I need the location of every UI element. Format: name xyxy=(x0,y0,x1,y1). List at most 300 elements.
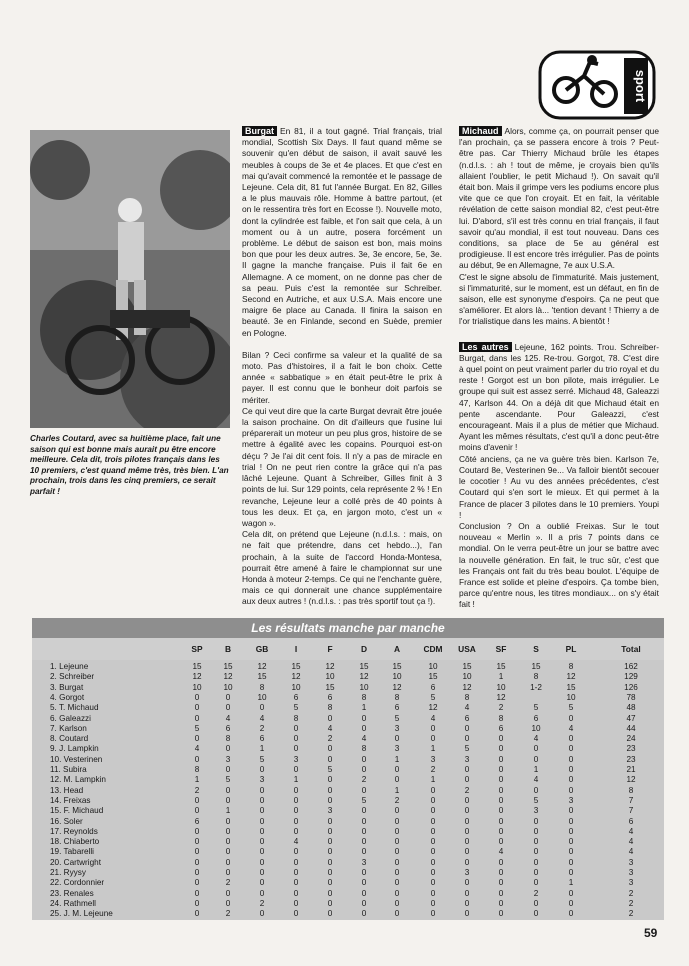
table-cell: 10 xyxy=(291,682,301,692)
table-cell: 4 xyxy=(498,847,504,857)
table-cell: 0 xyxy=(293,785,299,795)
table-row xyxy=(32,744,664,754)
table-cell: 0 xyxy=(361,754,367,764)
table-cell: 0 xyxy=(498,806,504,816)
table-cell: 0 xyxy=(327,785,333,795)
table-cell: 0 xyxy=(568,847,574,857)
table-cell: 0 xyxy=(464,734,470,744)
rider-name: 1. Lejeune xyxy=(50,662,89,671)
table-cell: 0 xyxy=(293,816,299,826)
table-cell: 3 xyxy=(394,723,400,733)
table-cell: 1-2 xyxy=(530,682,542,692)
table-cell: 0 xyxy=(194,703,200,713)
table-cell: 10 xyxy=(257,692,267,702)
table-cell: 0 xyxy=(568,868,574,877)
table-cell: 0 xyxy=(430,795,436,805)
table-cell: 0 xyxy=(293,723,299,733)
table-row xyxy=(32,868,664,878)
table-cell: 0 xyxy=(225,847,231,857)
rider-name: 3. Burgat xyxy=(50,682,84,692)
table-cell: 8 xyxy=(225,734,231,744)
table-cell: 0 xyxy=(225,744,231,754)
table-cell: 3 xyxy=(464,754,470,764)
table-cell: 2 xyxy=(628,909,634,919)
table-cell: 15 xyxy=(566,682,576,692)
table-row xyxy=(32,662,664,672)
table-cell: 10 xyxy=(566,692,576,702)
logo-text: sport xyxy=(633,69,648,103)
table-cell: 0 xyxy=(293,826,299,836)
table-cell: 0 xyxy=(430,847,436,857)
table-cell: 0 xyxy=(327,837,333,847)
table-cell: 0 xyxy=(293,806,299,816)
table-cell: 15 xyxy=(291,662,301,671)
table-cell: 12 xyxy=(359,672,369,682)
table-cell: 0 xyxy=(361,898,367,908)
burgat-paragraph-3: Ce qui veut dire que la carte Burgat devrait être jouée la saison prochaine. On dit d'ailleurs que l'usine lui préparerait un moteur un peu plus gros, histoire de se mettre à égalité avec les copains. Pourquoi est-on déçu ? Je l'ai dit cent fois. Il n'y a pas de miracle en trial ! On ne peut rien contre la grâce qui n'a pas lâché Lejeune. Quant à Schreiber, Gilles finit à 3 points de lui. Sur 129 points, cela représente 2 % ! En revanche, Lejeune leur a collé près de 40 points à tous les deux. Et ça, en jargon moto, c'est un « wagon ». xyxy=(242,405,442,528)
table-cell: 0 xyxy=(327,898,333,908)
table-cell: 4 xyxy=(628,826,634,836)
table-cell: 0 xyxy=(259,806,265,816)
table-row xyxy=(32,827,664,837)
table-cell: 0 xyxy=(327,826,333,836)
rider-name: 5. T. Michaud xyxy=(50,703,99,713)
table-cell: 0 xyxy=(394,734,400,744)
table-row xyxy=(32,703,664,713)
table-cell: 5 xyxy=(225,775,231,785)
table-cell: 47 xyxy=(626,713,636,723)
table-cell: 10 xyxy=(359,682,369,692)
table-cell: 0 xyxy=(568,888,574,898)
table-cell: 0 xyxy=(259,826,265,836)
table-cell: 1 xyxy=(498,672,504,682)
table-cell: 0 xyxy=(327,775,333,785)
table-cell: 0 xyxy=(259,816,265,826)
table-cell: 2 xyxy=(464,785,470,795)
rider-name: 18. Chiaberto xyxy=(50,837,100,847)
column-header: I xyxy=(294,644,298,654)
column-header: USA xyxy=(458,644,476,654)
table-cell: 3 xyxy=(628,868,634,877)
table-cell: 0 xyxy=(194,734,200,744)
table-cell: 3 xyxy=(225,754,231,764)
table-cell: 0 xyxy=(194,847,200,857)
table-cell: 3 xyxy=(628,878,634,888)
table-cell: 10 xyxy=(428,662,438,671)
table-cell: 1 xyxy=(533,765,539,774)
table-cell: 6 xyxy=(293,692,299,702)
table-cell: 0 xyxy=(394,847,400,857)
burgat-intro: En 81, il a tout gagné. Trial français, trial mondial, Scottish Six Days. Il faut quand même se souvenir qu'en début de saison, il avait sauvé les meubles à coups de 3e et 4e places. Et que c'est en mai qu'avait commencé la remontée et le passage de Lejeune. Cela dit, 81 fut l'année Burgat. En 82, Gilles a le plus mauvais rôle. Homme à battre partout, (et on le ressentira très fort en Ecosse !). Nouvelle moto, dont la cylindrée est faible, et l'on sait que cela, à un moment ou à un autre, posera forcément un problème. Le début de saison est bon, mais moins bon que pour les deux autres. 3e, 3e encore, 5e, 3e. Il gagne la manche française. Puis il fait 6e en Allemagne. A ce moment, on ne donne pas cher de sa peau. Puis c'est la remontée sur Schreiber. Second en Autriche, et aux U.S.A. Mais encore une maigre 6e place au Canada. Il finira la saison en beauté. 3e en Finlande, second en Suède, premier en Pologne. xyxy=(242,126,442,338)
photo-caption: Charles Coutard, avec sa huitième place, fait une saison qui est bonne mais aurait pu être encore meilleure. Cela dit, trois pilotes français dans les 10 premiers, c'est quand même très, très bien. L'an prochain, trois dans les cinq premiers, ce serait parfait ! xyxy=(30,434,229,496)
table-cell: 2 xyxy=(259,898,265,908)
table-cell: 4 xyxy=(293,837,299,847)
table-cell: 0 xyxy=(194,806,200,816)
table-cell: 4 xyxy=(259,713,265,723)
table-cell: 3 xyxy=(628,857,634,867)
les-autres-tag: Les autres xyxy=(459,342,512,352)
rider-name: 23. Renales xyxy=(50,888,94,898)
table-cell: 0 xyxy=(194,713,200,723)
table-cell: 0 xyxy=(259,795,265,805)
table-cell: 0 xyxy=(361,868,367,877)
table-cell: 1 xyxy=(293,775,299,785)
table-cell: 4 xyxy=(628,837,634,847)
table-cell: 8 xyxy=(533,672,539,682)
table-cell: 0 xyxy=(225,837,231,847)
table-cell: 0 xyxy=(361,806,367,816)
table-cell: 0 xyxy=(225,857,231,867)
rider-name: 22. Cordonnier xyxy=(50,878,105,888)
table-cell: 0 xyxy=(225,868,231,877)
table-cell: 12 xyxy=(325,662,335,671)
table-cell: 0 xyxy=(293,878,299,888)
results-title-bar xyxy=(32,618,664,638)
table-cell: 5 xyxy=(464,744,470,754)
table-cell: 4 xyxy=(533,734,539,744)
table-cell: 0 xyxy=(327,847,333,857)
table-cell: 0 xyxy=(394,806,400,816)
table-cell: 5 xyxy=(394,713,400,723)
table-cell: 12 xyxy=(428,703,438,713)
table-cell: 0 xyxy=(361,826,367,836)
rider-name: 17. Reynolds xyxy=(50,826,98,836)
table-cell: 0 xyxy=(259,847,265,857)
burgat-column xyxy=(242,126,442,608)
table-cell: 0 xyxy=(327,888,333,898)
table-cell: 15 xyxy=(462,662,472,671)
rider-name: 2. Schreiber xyxy=(50,672,95,682)
column-header: CDM xyxy=(423,644,443,654)
table-cell: 15 xyxy=(359,662,369,671)
table-cell: 0 xyxy=(361,785,367,795)
table-cell: 3 xyxy=(430,754,436,764)
table-cell: 10 xyxy=(392,672,402,682)
table-cell: 0 xyxy=(533,837,539,847)
table-cell: 0 xyxy=(533,898,539,908)
table-cell: 0 xyxy=(430,826,436,836)
table-cell: 0 xyxy=(259,857,265,867)
table-cell: 2 xyxy=(628,888,634,898)
table-cell: 0 xyxy=(568,857,574,867)
table-cell: 2 xyxy=(628,898,634,908)
table-cell: 0 xyxy=(361,878,367,888)
table-cell: 0 xyxy=(568,754,574,764)
sport-logo xyxy=(538,50,656,120)
table-row xyxy=(32,714,664,724)
les-autres-paragraph-3: Conclusion ? On a oublié Freixas. Sur le tout nouveau « Merlin ». Il a pris 7 points dans ce mondial. On le verra peut-être un jour se battre avec la nouvelle génération. En fait, le truc sûr, c'est que les Français ont fait du très beau boulot. L'équipe de France est solide et pleine d'espoirs. Ça tombe bien, parce qu'entre nous, les titres mondiaux... on s'y était fait ! xyxy=(459,520,659,610)
burgat-tag: Burgat xyxy=(242,126,277,136)
table-cell: 8 xyxy=(293,713,299,723)
table-cell: 15 xyxy=(496,662,506,671)
table-cell: 0 xyxy=(327,909,333,919)
table-cell: 10 xyxy=(462,672,472,682)
table-cell: 12 xyxy=(462,682,472,692)
table-cell: 1 xyxy=(259,744,265,754)
table-cell: 0 xyxy=(533,909,539,919)
table-cell: 0 xyxy=(394,878,400,888)
table-cell: 3 xyxy=(533,806,539,816)
table-cell: 0 xyxy=(430,816,436,826)
table-cell: 0 xyxy=(394,888,400,898)
table-cell: 4 xyxy=(327,723,333,733)
column-header: A xyxy=(393,644,401,654)
table-cell: 0 xyxy=(225,898,231,908)
table-cell: 0 xyxy=(225,888,231,898)
rider-name: 11. Subira xyxy=(50,765,87,774)
table-cell: 4 xyxy=(430,713,436,723)
table-cell: 23 xyxy=(626,754,636,764)
table-cell: 0 xyxy=(361,847,367,857)
table-cell: 6 xyxy=(225,723,231,733)
table-cell: 0 xyxy=(430,909,436,919)
table-cell: 0 xyxy=(293,795,299,805)
table-cell: 5 xyxy=(293,703,299,713)
table-cell: 0 xyxy=(430,898,436,908)
table-cell: 6 xyxy=(327,692,333,702)
table-cell: 5 xyxy=(194,723,200,733)
table-cell: 0 xyxy=(464,765,470,774)
table-cell: 2 xyxy=(225,909,231,919)
table-cell: 0 xyxy=(533,785,539,795)
table-cell: 0 xyxy=(464,888,470,898)
table-cell: 0 xyxy=(430,888,436,898)
table-cell: 1 xyxy=(430,775,436,785)
table-cell: 5 xyxy=(259,754,265,764)
rider-name: 15. F. Michaud xyxy=(50,806,104,816)
table-cell: 12 xyxy=(566,672,576,682)
table-cell: 0 xyxy=(394,868,400,877)
table-cell: 10 xyxy=(496,682,506,692)
les-autres-paragraph-1: Lejeune, 162 points. Trou. Schreiber-Burgat, dans les 125. Re-trou. Gorgot, 78. C'est dire à quel point on peut vraiment parler du trio royal et du reste ! Gorgot est un bon pilote, mais irrégulier. Le groupe qui suit est assez serré. Michaud 48, Galeazzi 47, Karlson 44. On a déjà dit que Michaud était en pente ascendante. Pour Galeazzi, c'est encourageant. Mais il a plus de métier que Michaud. Ayant les mêmes résultats, c'est qu'il a donc peut-être moins d'avenir ! xyxy=(459,341,659,453)
table-cell: 129 xyxy=(624,672,638,682)
table-cell: 0 xyxy=(394,857,400,867)
table-cell: 0 xyxy=(568,806,574,816)
table-cell: 0 xyxy=(498,744,504,754)
table-cell: 1 xyxy=(394,754,400,764)
table-cell: 0 xyxy=(568,816,574,826)
table-cell: 0 xyxy=(293,888,299,898)
table-cell: 0 xyxy=(293,909,299,919)
table-cell: 2 xyxy=(394,795,400,805)
table-cell: 0 xyxy=(293,734,299,744)
table-cell: 0 xyxy=(194,909,200,919)
burgat-bilan: Bilan ? Ceci confirme sa valeur et la qualité de sa moto. Pas d'histoires, il a fait le bon choix. Cette année « sabbatique » en était peut-être le prix à payer. Il est connu que le bonheur doit parfois se mériter. xyxy=(242,349,442,405)
table-cell: 0 xyxy=(464,826,470,836)
table-cell: 0 xyxy=(498,898,504,908)
table-row xyxy=(32,837,664,847)
table-cell: 6 xyxy=(464,713,470,723)
table-cell: 15 xyxy=(257,672,267,682)
table-cell: 6 xyxy=(394,703,400,713)
table-cell: 1 xyxy=(568,878,574,888)
table-cell: 0 xyxy=(225,816,231,826)
column-header: S xyxy=(533,644,539,654)
rider-name: 13. Head xyxy=(50,785,84,795)
table-cell: 3 xyxy=(259,775,265,785)
table-cell: 0 xyxy=(430,878,436,888)
table-cell: 4 xyxy=(568,723,574,733)
table-cell: 4 xyxy=(225,713,231,723)
table-cell: 0 xyxy=(568,775,574,785)
column-header: B xyxy=(224,644,232,654)
table-cell: 2 xyxy=(327,734,333,744)
results-table xyxy=(32,618,664,920)
table-cell: 0 xyxy=(194,868,200,877)
column-header: F xyxy=(327,644,333,654)
table-cell: 0 xyxy=(533,754,539,764)
table-cell: 15 xyxy=(531,662,541,671)
table-cell: 0 xyxy=(225,765,231,774)
table-cell: 1 xyxy=(394,785,400,795)
table-cell: 5 xyxy=(361,795,367,805)
table-cell: 12 xyxy=(626,775,636,785)
table-cell: 0 xyxy=(293,857,299,867)
table-cell: 0 xyxy=(361,713,367,723)
table-row xyxy=(32,734,664,744)
table-cell: 0 xyxy=(194,898,200,908)
table-row xyxy=(32,755,664,765)
table-cell: 0 xyxy=(394,909,400,919)
table-cell: 15 xyxy=(192,662,202,671)
table-cell: 0 xyxy=(259,909,265,919)
table-cell: 0 xyxy=(498,734,504,744)
table-cell: 0 xyxy=(327,868,333,877)
table-cell: 0 xyxy=(464,723,470,733)
table-cell: 15 xyxy=(325,682,335,692)
table-cell: 0 xyxy=(568,713,574,723)
table-row xyxy=(32,899,664,909)
table-cell: 0 xyxy=(533,868,539,877)
table-cell: 24 xyxy=(626,734,636,744)
table-cell: 0 xyxy=(225,785,231,795)
table-cell: 0 xyxy=(361,909,367,919)
table-cell: 0 xyxy=(225,826,231,836)
table-cell: 8 xyxy=(628,785,634,795)
table-cell: 6 xyxy=(430,682,436,692)
table-cell: 0 xyxy=(361,816,367,826)
rider-name: 9. J. Lampkin xyxy=(50,744,99,754)
table-cell: 0 xyxy=(498,909,504,919)
table-cell: 0 xyxy=(430,837,436,847)
table-cell: 0 xyxy=(259,785,265,795)
rider-name: 4. Gorgot xyxy=(50,692,85,702)
table-cell: 0 xyxy=(259,765,265,774)
table-cell: 0 xyxy=(293,898,299,908)
table-cell: 0 xyxy=(464,816,470,826)
table-cell: 0 xyxy=(327,795,333,805)
table-cell: 126 xyxy=(624,682,638,692)
table-cell: 0 xyxy=(327,857,333,867)
table-cell: 0 xyxy=(259,703,265,713)
rider-name: 19. Tabarelli xyxy=(50,847,94,857)
table-cell: 0 xyxy=(568,765,574,774)
rider-name: 12. M. Lampkin xyxy=(50,775,106,785)
table-cell: 6 xyxy=(628,816,634,826)
table-cell: 0 xyxy=(194,857,200,867)
column-header: PL xyxy=(565,644,577,654)
table-cell: 0 xyxy=(194,837,200,847)
rider-name: 6. Galeazzi xyxy=(50,713,91,723)
table-cell: 8 xyxy=(568,662,574,671)
michaud-column xyxy=(459,126,659,611)
table-cell: 12 xyxy=(392,682,402,692)
table-cell: 0 xyxy=(568,826,574,836)
table-cell: 0 xyxy=(568,898,574,908)
table-cell: 0 xyxy=(430,806,436,816)
table-cell: 0 xyxy=(498,878,504,888)
table-cell: 0 xyxy=(430,734,436,744)
table-cell: 0 xyxy=(293,868,299,877)
table-cell: 1 xyxy=(361,703,367,713)
table-cell: 15 xyxy=(223,662,233,671)
table-cell: 4 xyxy=(464,703,470,713)
table-cell: 12 xyxy=(291,672,301,682)
table-cell: 10 xyxy=(531,723,541,733)
michaud-tag: Michaud xyxy=(459,126,502,136)
table-cell: 0 xyxy=(464,857,470,867)
table-cell: 0 xyxy=(259,837,265,847)
table-cell: 0 xyxy=(259,888,265,898)
rider-name: 10. Vesterinen xyxy=(50,754,103,764)
table-cell: 7 xyxy=(628,795,634,805)
rider-name: 25. J. M. Lejeune xyxy=(50,909,113,919)
table-cell: 6 xyxy=(259,734,265,744)
table-cell: 1 xyxy=(194,775,200,785)
table-cell: 12 xyxy=(496,692,506,702)
table-cell: 8 xyxy=(361,744,367,754)
table-row xyxy=(32,724,664,734)
table-cell: 0 xyxy=(498,795,504,805)
table-cell: 1 xyxy=(430,744,436,754)
rider-name: 21. Ryysy xyxy=(50,868,86,877)
table-cell: 0 xyxy=(464,775,470,785)
table-cell: 3 xyxy=(464,868,470,877)
table-cell: 2 xyxy=(498,703,504,713)
rider-name: 8. Coutard xyxy=(50,734,89,744)
table-row xyxy=(32,878,664,888)
table-cell: 0 xyxy=(293,765,299,774)
table-row xyxy=(32,817,664,827)
table-cell: 0 xyxy=(533,847,539,857)
table-cell: 0 xyxy=(430,868,436,877)
column-header: D xyxy=(360,644,368,654)
table-cell: 0 xyxy=(498,765,504,774)
table-cell: 5 xyxy=(430,692,436,702)
table-cell: 0 xyxy=(430,723,436,733)
table-cell: 0 xyxy=(498,857,504,867)
michaud-paragraph-2: C'est le signe absolu de l'immaturité. Mais justement, si l'immaturité, sur le moment, est un défaut, en fin de saison, elle est synonyme d'espoirs. Ça ne peut que s'améliorer. Et alors là... 'tention devant ! Thierry a de l'or trialistique dans les mains. A bientôt ! xyxy=(459,271,659,327)
column-header: SP xyxy=(191,644,203,654)
table-cell: 0 xyxy=(498,816,504,826)
table-cell: 0 xyxy=(394,898,400,908)
les-autres-paragraph-2: Côté anciens, ça ne va guère très bien. Karlson 7e, Coutard 8e, Vesterinen 9e... Va falloir bientôt secouer le cocotier ! Au vu des années précédentes, c'est Coutard qui s'en sort le mieux. Et qui permet à la France de placer 3 pilotes dans le 10 premiers. Youpi ! xyxy=(459,453,659,520)
table-cell: 0 xyxy=(259,878,265,888)
table-cell: 0 xyxy=(327,754,333,764)
table-row xyxy=(32,889,664,899)
table-cell: 0 xyxy=(194,754,200,764)
table-cell: 21 xyxy=(626,765,636,774)
table-row xyxy=(32,858,664,868)
rider-name: 20. Cartwright xyxy=(50,857,101,867)
table-cell: 2 xyxy=(533,888,539,898)
table-cell: 0 xyxy=(194,888,200,898)
table-cell: 0 xyxy=(464,795,470,805)
table-cell: 12 xyxy=(257,662,267,671)
table-cell: 0 xyxy=(194,795,200,805)
table-cell: 6 xyxy=(533,713,539,723)
table-cell: 6 xyxy=(498,723,504,733)
